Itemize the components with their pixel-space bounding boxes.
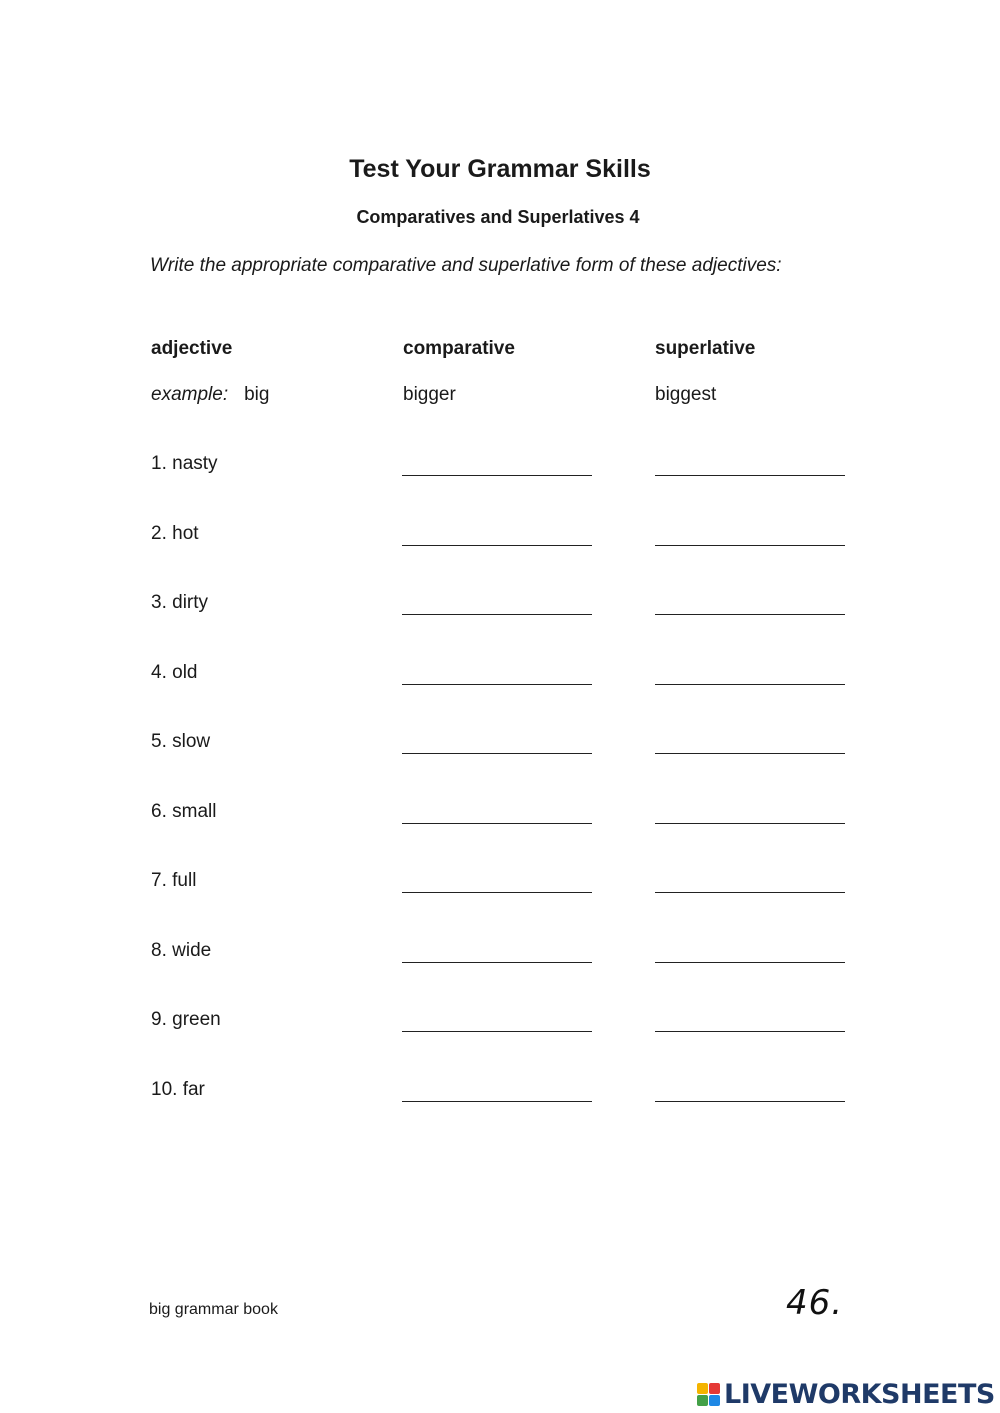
exercise-row: [0, 453, 1000, 483]
example-label: example:: [151, 384, 229, 405]
comparative-answer-blank[interactable]: [402, 892, 592, 893]
exercise-adjective: 3. dirty: [151, 592, 209, 613]
logo-square-3: [697, 1395, 708, 1406]
superlative-answer-blank[interactable]: [655, 823, 845, 824]
comparative-answer-blank[interactable]: [402, 475, 592, 476]
example-superlative: biggest: [655, 384, 717, 405]
exercise-adjective: 5. slow: [151, 731, 211, 752]
exercise-row: [0, 801, 1000, 831]
superlative-answer-blank[interactable]: [655, 1101, 845, 1102]
liveworksheets-brand: [697, 1376, 995, 1412]
exercise-adjective: 7. full: [151, 870, 197, 891]
superlative-answer-blank[interactable]: [655, 892, 845, 893]
exercise-row: [0, 870, 1000, 900]
liveworksheets-wordmark: LIVEWORKSHEETS: [724, 1378, 995, 1410]
exercise-adjective: 6. small: [151, 801, 217, 822]
exercise-adjective: 9. green: [151, 1009, 221, 1030]
superlative-answer-blank[interactable]: [655, 475, 845, 476]
header-superlative: superlative: [655, 338, 756, 359]
comparative-answer-blank[interactable]: [402, 614, 592, 615]
exercise-row: [0, 1079, 1000, 1109]
example-comparative: bigger: [403, 384, 456, 405]
superlative-answer-blank[interactable]: [655, 684, 845, 685]
superlative-answer-blank[interactable]: [655, 545, 845, 546]
liveworksheets-logo-icon: [697, 1383, 720, 1406]
exercise-adjective: 10. far: [151, 1079, 205, 1100]
exercise-row: [0, 731, 1000, 761]
superlative-answer-blank[interactable]: [655, 1031, 845, 1032]
exercise-row: [0, 1009, 1000, 1039]
comparative-answer-blank[interactable]: [402, 1031, 592, 1032]
comparative-answer-blank[interactable]: [402, 684, 592, 685]
exercise-row: [0, 940, 1000, 970]
exercise-adjective: 4. old: [151, 662, 198, 683]
exercise-row: [0, 662, 1000, 692]
exercise-adjective: 1. nasty: [151, 453, 218, 474]
exercise-row: [0, 523, 1000, 553]
page-title: Test Your Grammar Skills: [349, 155, 651, 183]
example-adjective: big: [244, 384, 270, 405]
logo-square-1: [697, 1383, 708, 1394]
page-number: 46.: [786, 1283, 844, 1323]
superlative-answer-blank[interactable]: [655, 614, 845, 615]
superlative-answer-blank[interactable]: [655, 962, 845, 963]
header-comparative: comparative: [403, 338, 515, 359]
page-subtitle: Comparatives and Superlatives 4: [356, 207, 640, 227]
instructions: Write the appropriate comparative and superlative form of these adjectives:: [150, 255, 782, 276]
comparative-answer-blank[interactable]: [402, 823, 592, 824]
example-row: [0, 384, 1000, 414]
comparative-answer-blank[interactable]: [402, 962, 592, 963]
comparative-answer-blank[interactable]: [402, 753, 592, 754]
comparative-answer-blank[interactable]: [402, 1101, 592, 1102]
exercise-adjective: 2. hot: [151, 523, 199, 544]
comparative-answer-blank[interactable]: [402, 545, 592, 546]
table-header: [0, 338, 1000, 368]
exercise-row: [0, 592, 1000, 622]
footer-book-title: big grammar book: [149, 1301, 278, 1318]
logo-square-2: [709, 1383, 720, 1394]
superlative-answer-blank[interactable]: [655, 753, 845, 754]
logo-square-4: [709, 1395, 720, 1406]
exercise-adjective: 8. wide: [151, 940, 212, 961]
header-adjective: adjective: [151, 338, 233, 359]
example-adjective-cell: [151, 384, 269, 406]
